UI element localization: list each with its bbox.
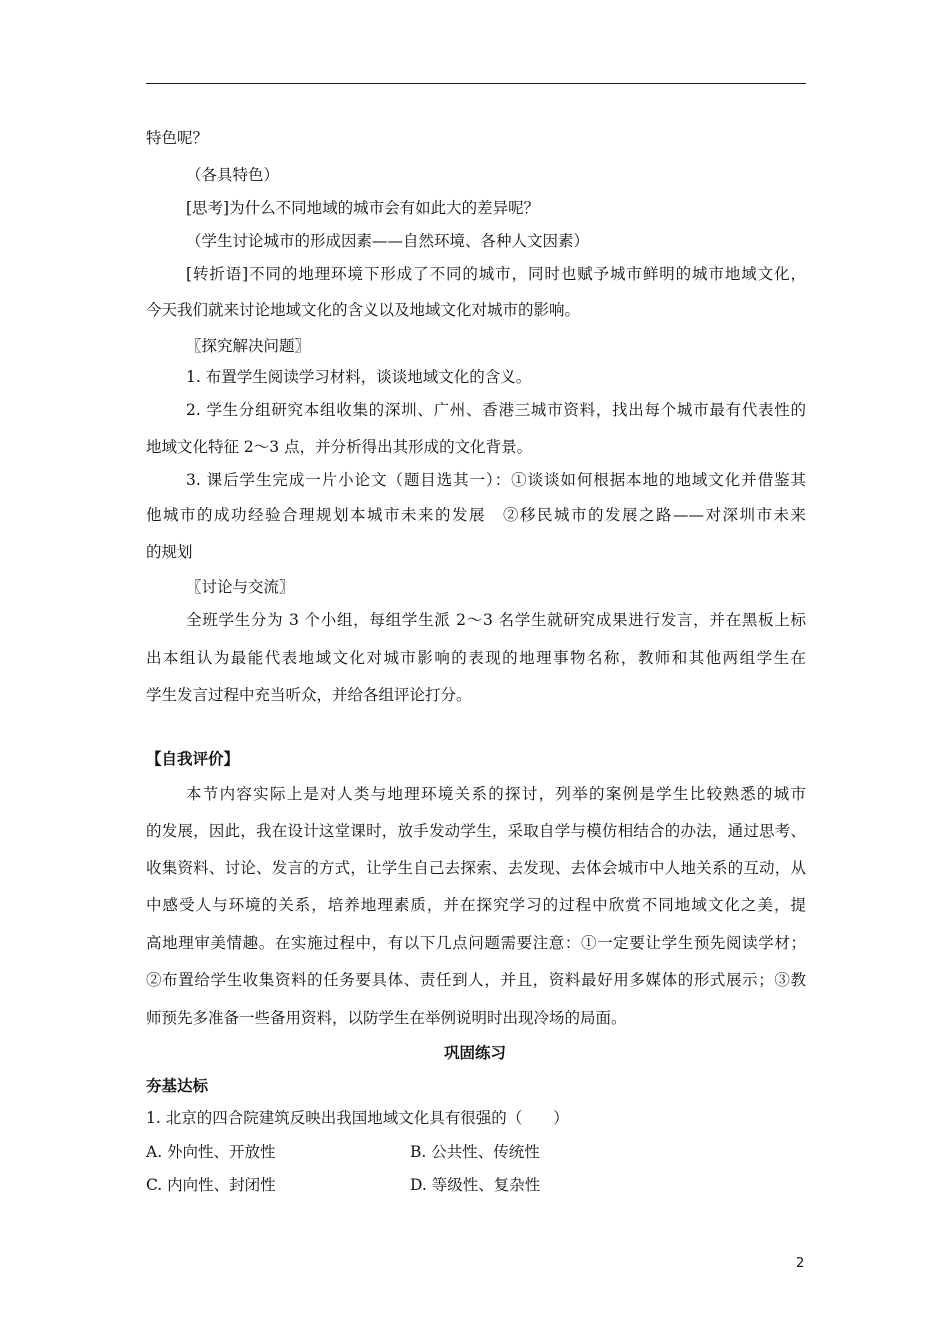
- option-c: C. 内向性、封闭性: [146, 1176, 276, 1194]
- text-line: 的规划: [146, 543, 193, 561]
- text-line: 中感受人与环境的关系，培养地理素质，并在探究学习的过程中欣赏不同地域文化之美，提: [146, 896, 806, 914]
- text-line: 本节内容实际上是对人类与地理环境关系的探讨，列举的案例是学生比较熟悉的城市: [186, 785, 806, 803]
- text-line: 3. 课后学生完成一片小论文（题目选其一）：①谈谈如何根据本地的地域文化并借鉴其: [186, 471, 806, 489]
- text-line: 学生发言过程中充当听众，并给各组评论打分。: [146, 686, 472, 704]
- header-rule: [146, 83, 806, 84]
- text-line: ②布置给学生收集资料的任务要具体、责任到人，并且，资料最好用多媒体的形式展示；③教: [146, 971, 806, 989]
- text-line: 他城市的成功经验合理规划本城市未来的发展 ②移民城市的发展之路——对深圳市未来: [146, 506, 806, 524]
- text-line: （各具特色）: [186, 166, 280, 184]
- exercise-section: 夯基达标: [146, 1077, 209, 1095]
- page-number: 2: [796, 1256, 805, 1271]
- section-heading: 【自我评价】: [146, 750, 240, 768]
- text-line: 出本组认为最能代表地域文化对城市影响的表现的地理事物名称，教师和其他两组学生在: [146, 649, 806, 667]
- text-line: 地域文化特征 2～3 点，并分析得出其形成的文化背景。: [146, 438, 533, 456]
- option-b: B. 公共性、传统性: [410, 1143, 540, 1161]
- exercise-title: 巩固练习: [443, 1044, 506, 1062]
- text-line: 的发展，因此，我在设计这堂课时，放手发动学生，采取自学与模仿相结合的办法，通过思考、: [146, 822, 806, 840]
- section-heading: 〖讨论与交流〗: [186, 578, 295, 596]
- text-line: 特色呢？: [146, 129, 209, 147]
- text-line: 收集资料、讨论、发言的方式，让学生自己去探索、去发现、去体会城市中人地关系的互动，从: [146, 859, 806, 877]
- text-line: 全班学生分为 3 个小组，每组学生派 2～3 名学生就研究成果进行发言，并在黑板上标: [186, 611, 806, 629]
- text-line: 2. 学生分组研究本组收集的深圳、广州、香港三城市资料，找出每个城市最有代表性的: [186, 401, 806, 419]
- text-line: 师预先多准备一些备用资料，以防学生在举例说明时出现冷场的局面。: [146, 1009, 627, 1027]
- text-line: [思考]为什么不同地域的城市会有如此大的差异呢？: [186, 199, 540, 217]
- text-line: [转折语]不同的地理环境下形成了不同的城市，同时也赋予城市鲜明的城市地域文化，: [186, 265, 806, 283]
- option-a: A. 外向性、开放性: [146, 1143, 276, 1161]
- text-line: 今天我们就来讨论地域文化的含义以及地域文化对城市的影响。: [146, 301, 581, 319]
- section-heading: 〖探究解决问题〗: [186, 337, 311, 355]
- text-line: 高地理审美情趣。在实施过程中，有以下几点问题需要注意：①一定要让学生预先阅读学材；: [146, 934, 806, 952]
- text-line: 1. 布置学生阅读学习材料，谈谈地域文化的含义。: [186, 368, 532, 386]
- question: 1. 北京的四合院建筑反映出我国地域文化具有很强的（ ）: [146, 1109, 569, 1127]
- text-line: （学生讨论城市的形成因素——自然环境、各种人文因素）: [186, 232, 590, 250]
- option-d: D. 等级性、复杂性: [410, 1176, 541, 1194]
